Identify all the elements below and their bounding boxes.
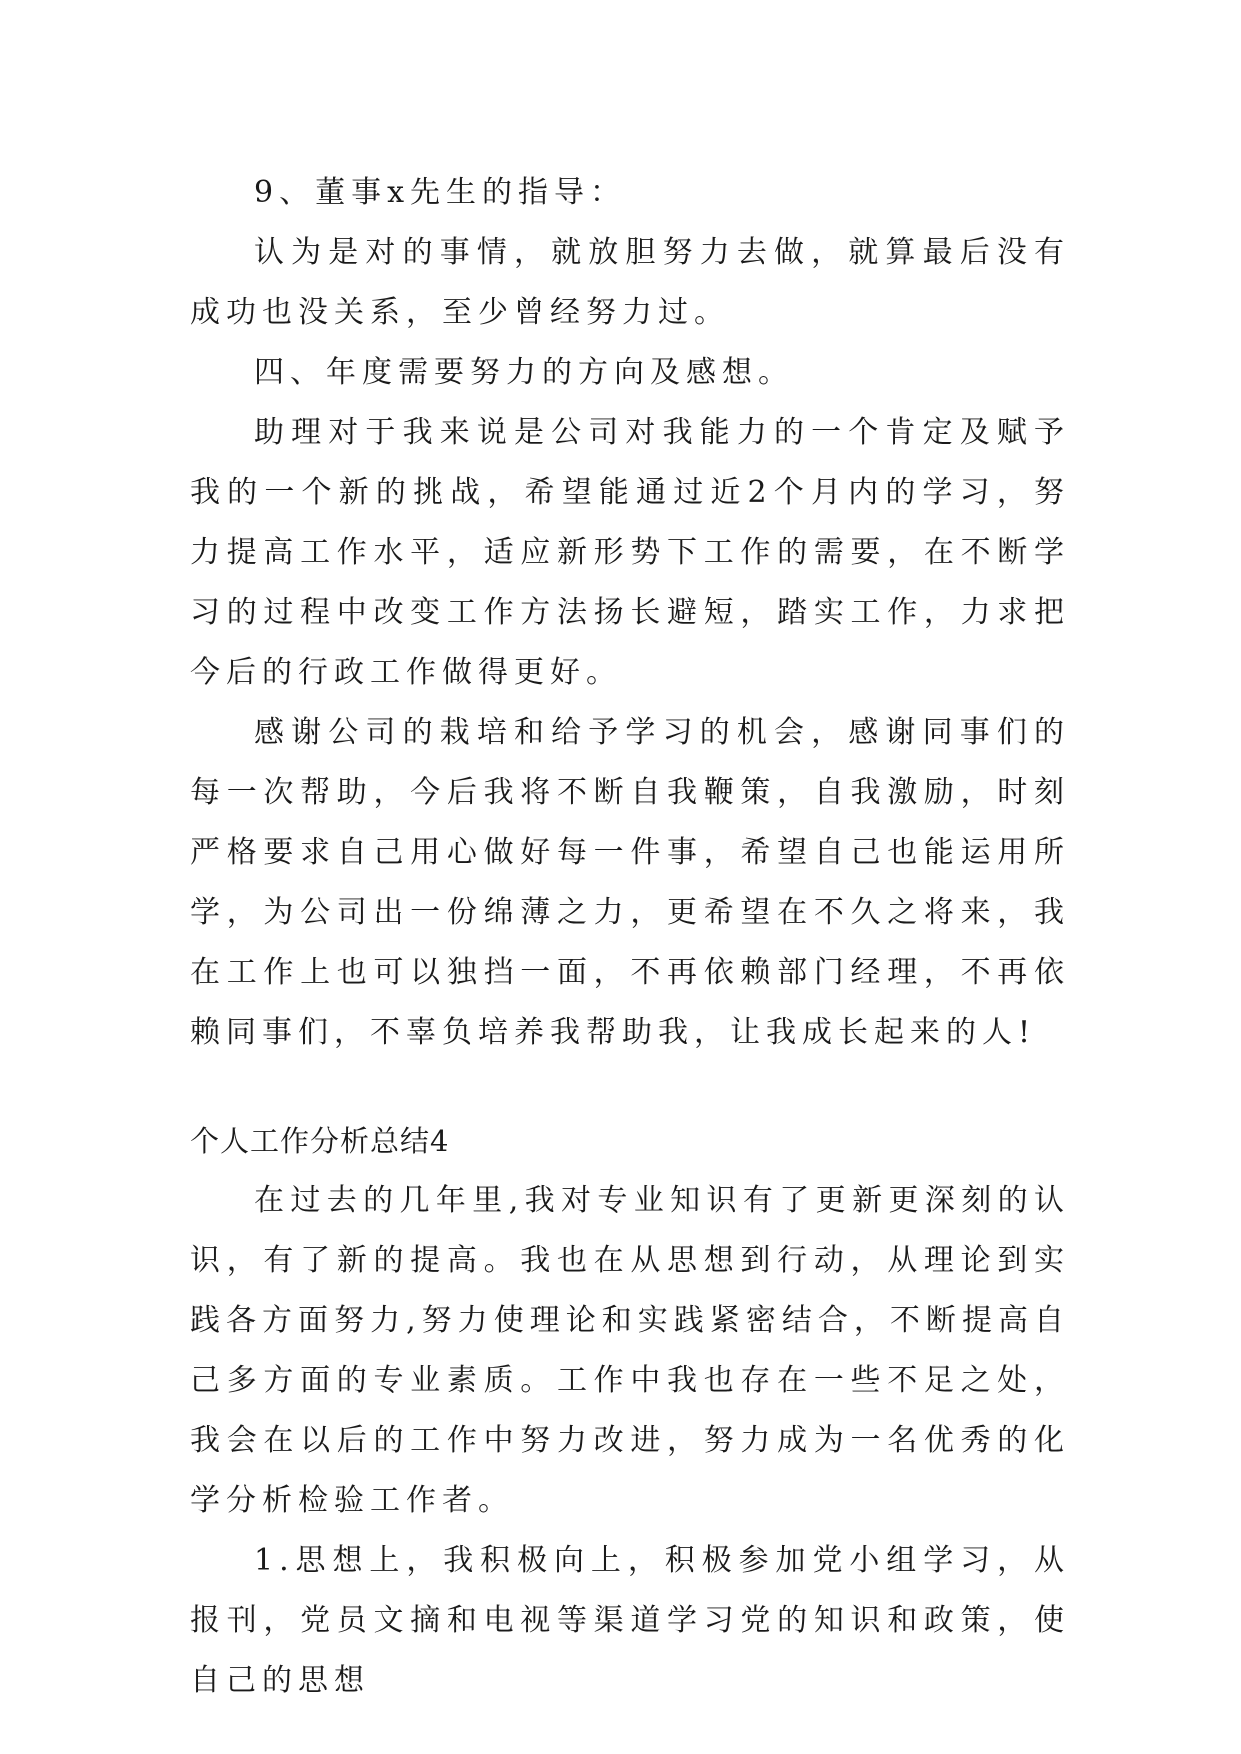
paragraph-assistant-role: 助理对于我来说是公司对我能力的一个肯定及赋予我的一个新的挑战，希望能通过近2个月内的学习，努力提高工作水平，适应新形势下工作的需要，在不断学习的过程中改变工作方法扬长避短，踏实工作，力求把今后的行政工作做得更好。 <box>190 415 1070 690</box>
paragraph-ideology: 1.思想上，我积极向上，积极参加党小组学习，从报刊，党员文摘和电视等渠道学习党的知识和政策，使自己的思想 <box>190 1543 1070 1698</box>
paragraph-section-four-title: 四、年度需要努力的方向及感想。 <box>254 355 794 390</box>
section-gap <box>190 1063 1070 1111</box>
paragraph-thanks: 感谢公司的栽培和给予学习的机会，感谢同事们的每一次帮助，今后我将不断自我鞭策，自我激励，时刻严格要求自己用心做好每一件事，希望自己也能运用所学，为公司出一份绵薄之力，更希望在不久之将来，我在工作上也可以独挡一面，不再依赖部门经理，不再依赖同事们，不辜负培养我帮助我，让我成长起来的人! <box>190 715 1070 1050</box>
document-body <box>190 163 1070 1711</box>
section-heading: 个人工作分析总结4 <box>190 1124 450 1158</box>
paragraph-past-years: 在过去的几年里,我对专业知识有了更新更深刻的认识，有了新的提高。我也在从思想到行动，从理论到实践各方面努力,努力使理论和实践紧密结合，不断提高自己多方面的专业素质。工作中我也存在一些不足之处，我会在以后的工作中努力改进，努力成为一名优秀的化学分析检验工作者。 <box>190 1183 1070 1518</box>
paragraph-director-guidance-text: 认为是对的事情，就放胆努力去做，就算最后没有成功也没关系，至少曾经努力过。 <box>190 235 1070 330</box>
paragraph-director-guidance-title: 9、董事x先生的指导： <box>254 175 627 210</box>
